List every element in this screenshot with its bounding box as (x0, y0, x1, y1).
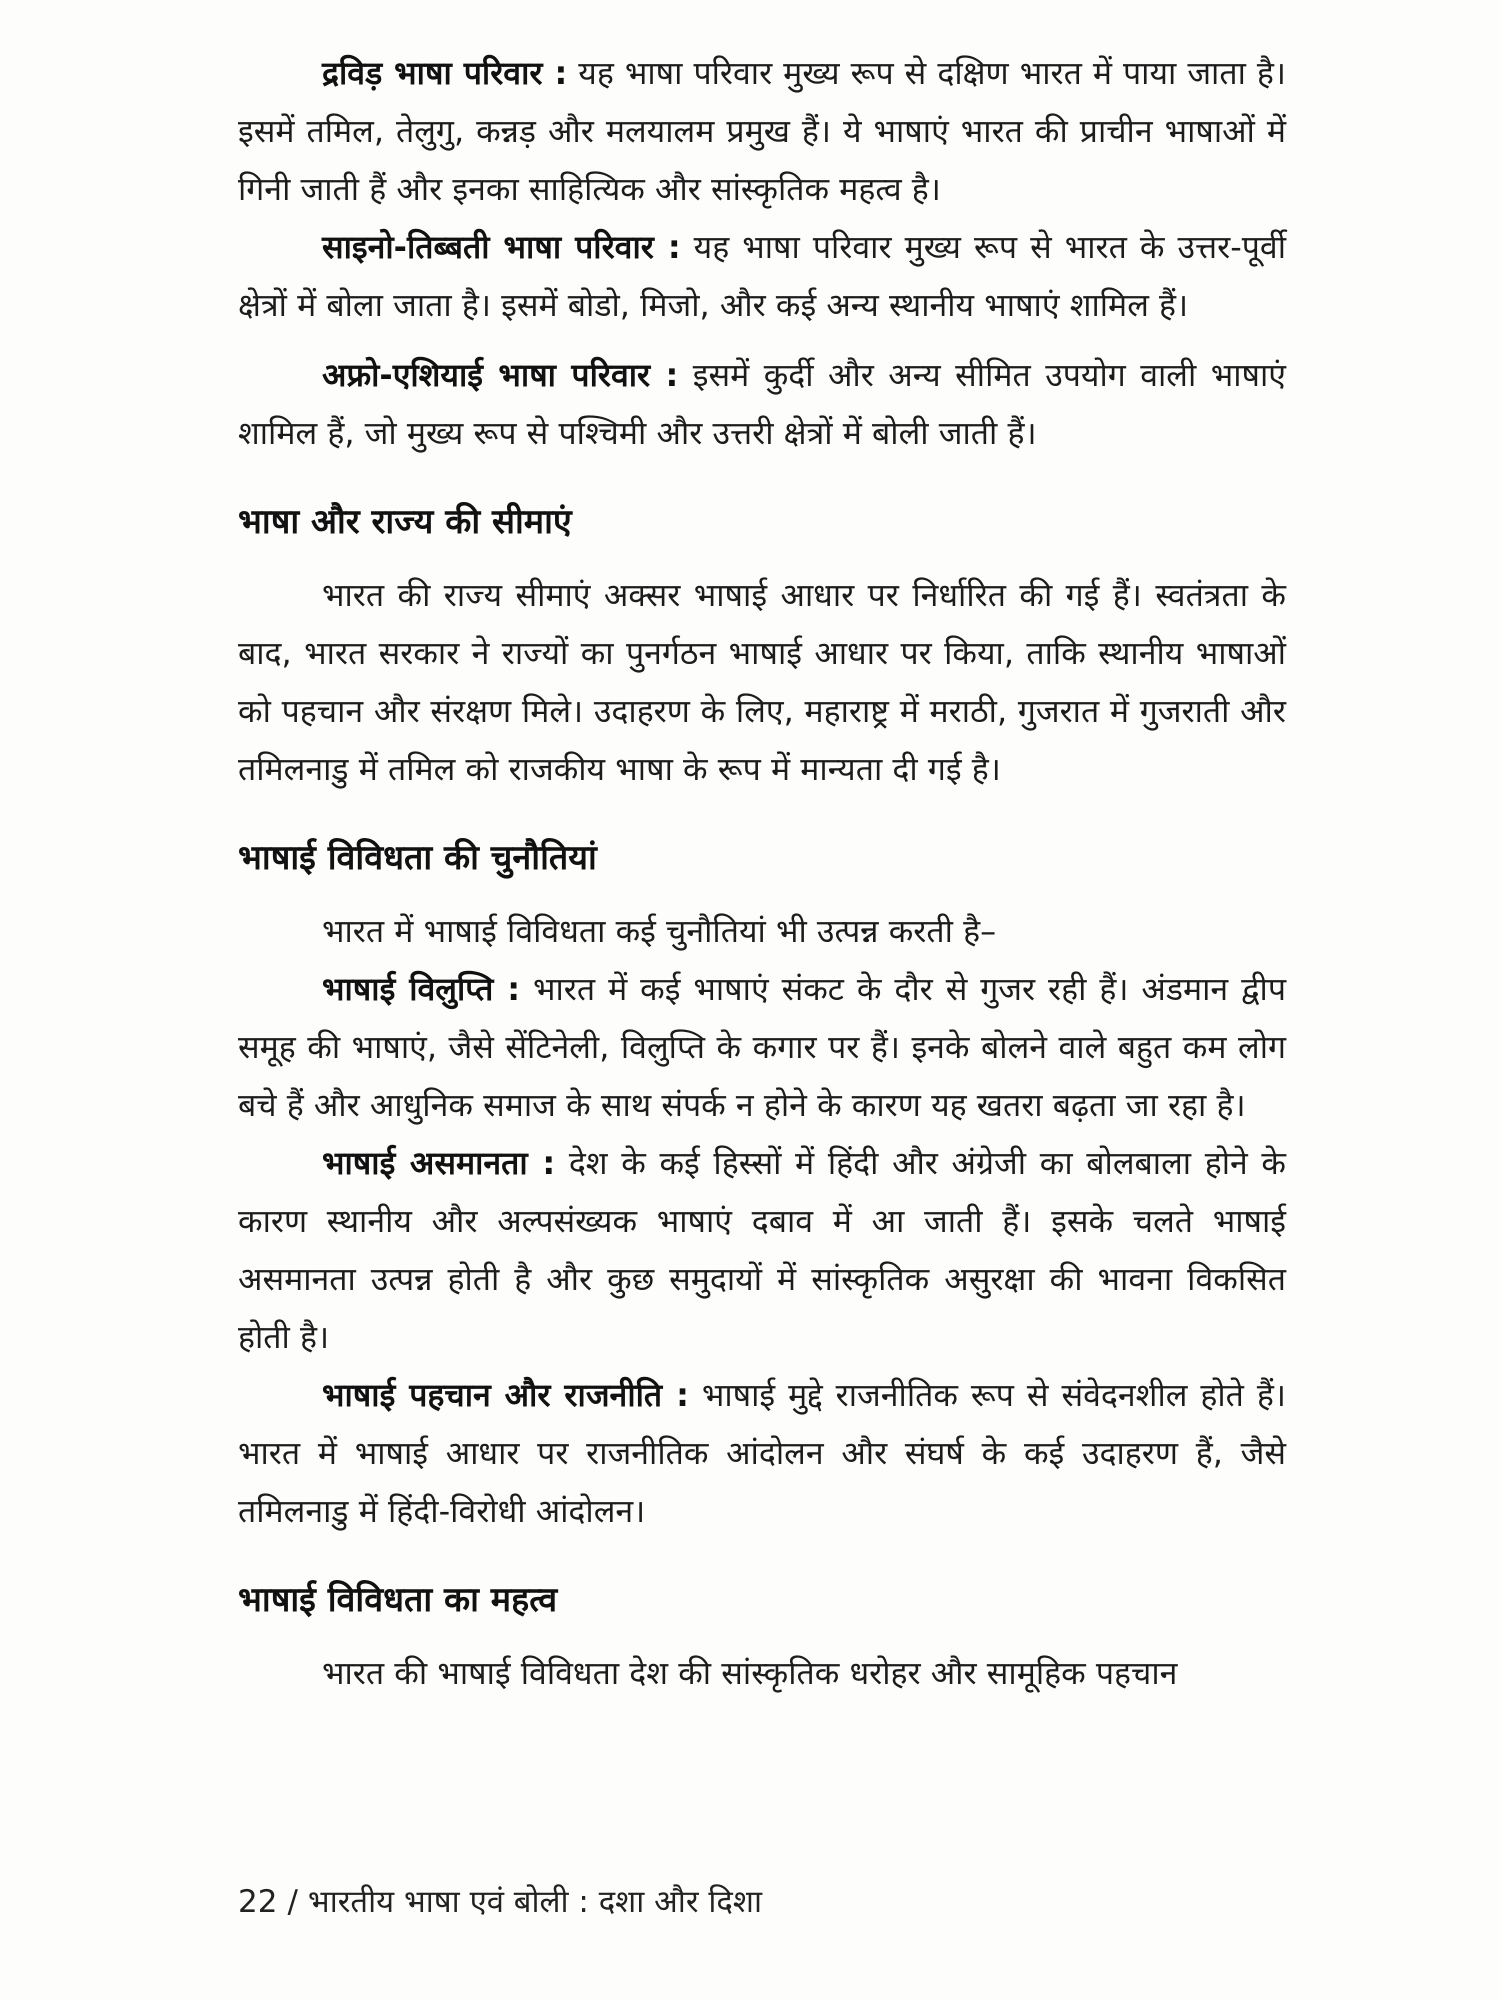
page-content (238, 44, 1286, 1702)
text-identity-politics: भाषाई मुद्दे राजनीतिक रूप से संवेदनशील होते हैं। भारत में भाषाई आधार पर राजनीतिक आंदोलन और संघर्ष के कई उदाहरण हैं, जैसे तमिलनाडु में हिंदी-विरोधी आंदोलन। (238, 1376, 1286, 1530)
text-inequality: देश के कई हिस्सों में हिंदी और अंग्रेजी का बोलबाला होने के कारण स्थानीय और अल्पसंख्यक भाषाएं दबाव में आ जाती हैं। इसके चलते भाषाई असमानता उत्पन्न होती है और कुछ समुदायों में सांस्कृतिक असुरक्षा की भावना विकसित होती है। (238, 1144, 1287, 1356)
text-sino-tibetan: यह भाषा परिवार मुख्य रूप से भारत के उत्तर-पूर्वी क्षेत्रों में बोला जाता है। इसमें बोडो, मिजो, और कई अन्य स्थानीय भाषाएं शामिल हैं। (238, 228, 1287, 324)
paragraph-identity-politics (238, 1366, 1286, 1540)
paragraph-state-borders: भारत की राज्य सीमाएं अक्सर भाषाई आधार पर निर्धारित की गई हैं। स्वतंत्रता के बाद, भारत सरकार ने राज्यों का पुनर्गठन भाषाई आधार पर किया, ताकि स्थानीय भाषाओं को पहचान और संरक्षण मिले। उदाहरण के लिए, महाराष्ट्र में मराठी, गुजरात में गुजराती और तमिलनाडु में तमिल को राजकीय भाषा के रूप में मान्यता दी गई है। (238, 576, 1286, 788)
book-title: भारतीय भाषा एवं बोली : दशा और दिशा (307, 1884, 762, 1920)
page-footer (238, 1880, 762, 1924)
text-afro-asiatic: इसमें कुर्दी और अन्य सीमित उपयोग वाली भाषाएं शामिल हैं, जो मुख्य रूप से पश्चिमी और उत्तरी क्षेत्रों में बोली जाती हैं। (238, 356, 1286, 452)
term-afro-asiatic: अफ्रो-एशियाई भाषा परिवार : (322, 356, 679, 394)
paragraph-inequality (238, 1134, 1286, 1366)
paragraph-extinction (238, 960, 1286, 1134)
paragraph-challenges-intro: भारत में भाषाई विविधता कई चुनौतियां भी उत्पन्न करती है– (322, 912, 997, 950)
text-dravidian: यह भाषा परिवार मुख्य रूप से दक्षिण भारत में पाया जाता है। इसमें तमिल, तेलुगु, कन्नड़ और मलयालम प्रमुख हैं। ये भाषाएं भारत की प्राचीन भाषाओं में गिनी जाती हैं और इनका साहित्यिक और सांस्कृतिक महत्व है। (238, 54, 1287, 208)
heading-challenges: भाषाई विविधता की चुनौतियां (238, 838, 597, 878)
term-dravidian: द्रविड़ भाषा परिवार : (322, 54, 568, 92)
term-identity-politics: भाषाई पहचान और राजनीति : (322, 1376, 689, 1414)
footer-separator: / (287, 1884, 298, 1920)
paragraph-importance: भारत की भाषाई विविधता देश की सांस्कृतिक धरोहर और सामूहिक पहचान (322, 1654, 1178, 1692)
term-sino-tibetan: साइनो-तिब्बती भाषा परिवार : (322, 228, 681, 266)
heading-importance: भाषाई विविधता का महत्व (238, 1580, 558, 1620)
heading-language-state-borders: भाषा और राज्य की सीमाएं (238, 502, 572, 542)
paragraph-afro-asiatic (238, 346, 1286, 462)
term-inequality: भाषाई असमानता : (322, 1144, 556, 1182)
text-extinction: भारत में कई भाषाएं संकट के दौर से गुजर रही हैं। अंडमान द्वीप समूह की भाषाएं, जैसे सेंटिनेली, विलुप्ति के कगार पर हैं। इनके बोलने वाले बहुत कम लोग बचे हैं और आधुनिक समाज के साथ संपर्क न होने के कारण यह खतरा बढ़ता जा रहा है। (238, 970, 1286, 1124)
paragraph-sino-tibetan (238, 218, 1286, 334)
paragraph-dravidian (238, 44, 1286, 218)
term-extinction: भाषाई विलुप्ति : (322, 970, 521, 1008)
page-number: 22 (238, 1884, 278, 1920)
